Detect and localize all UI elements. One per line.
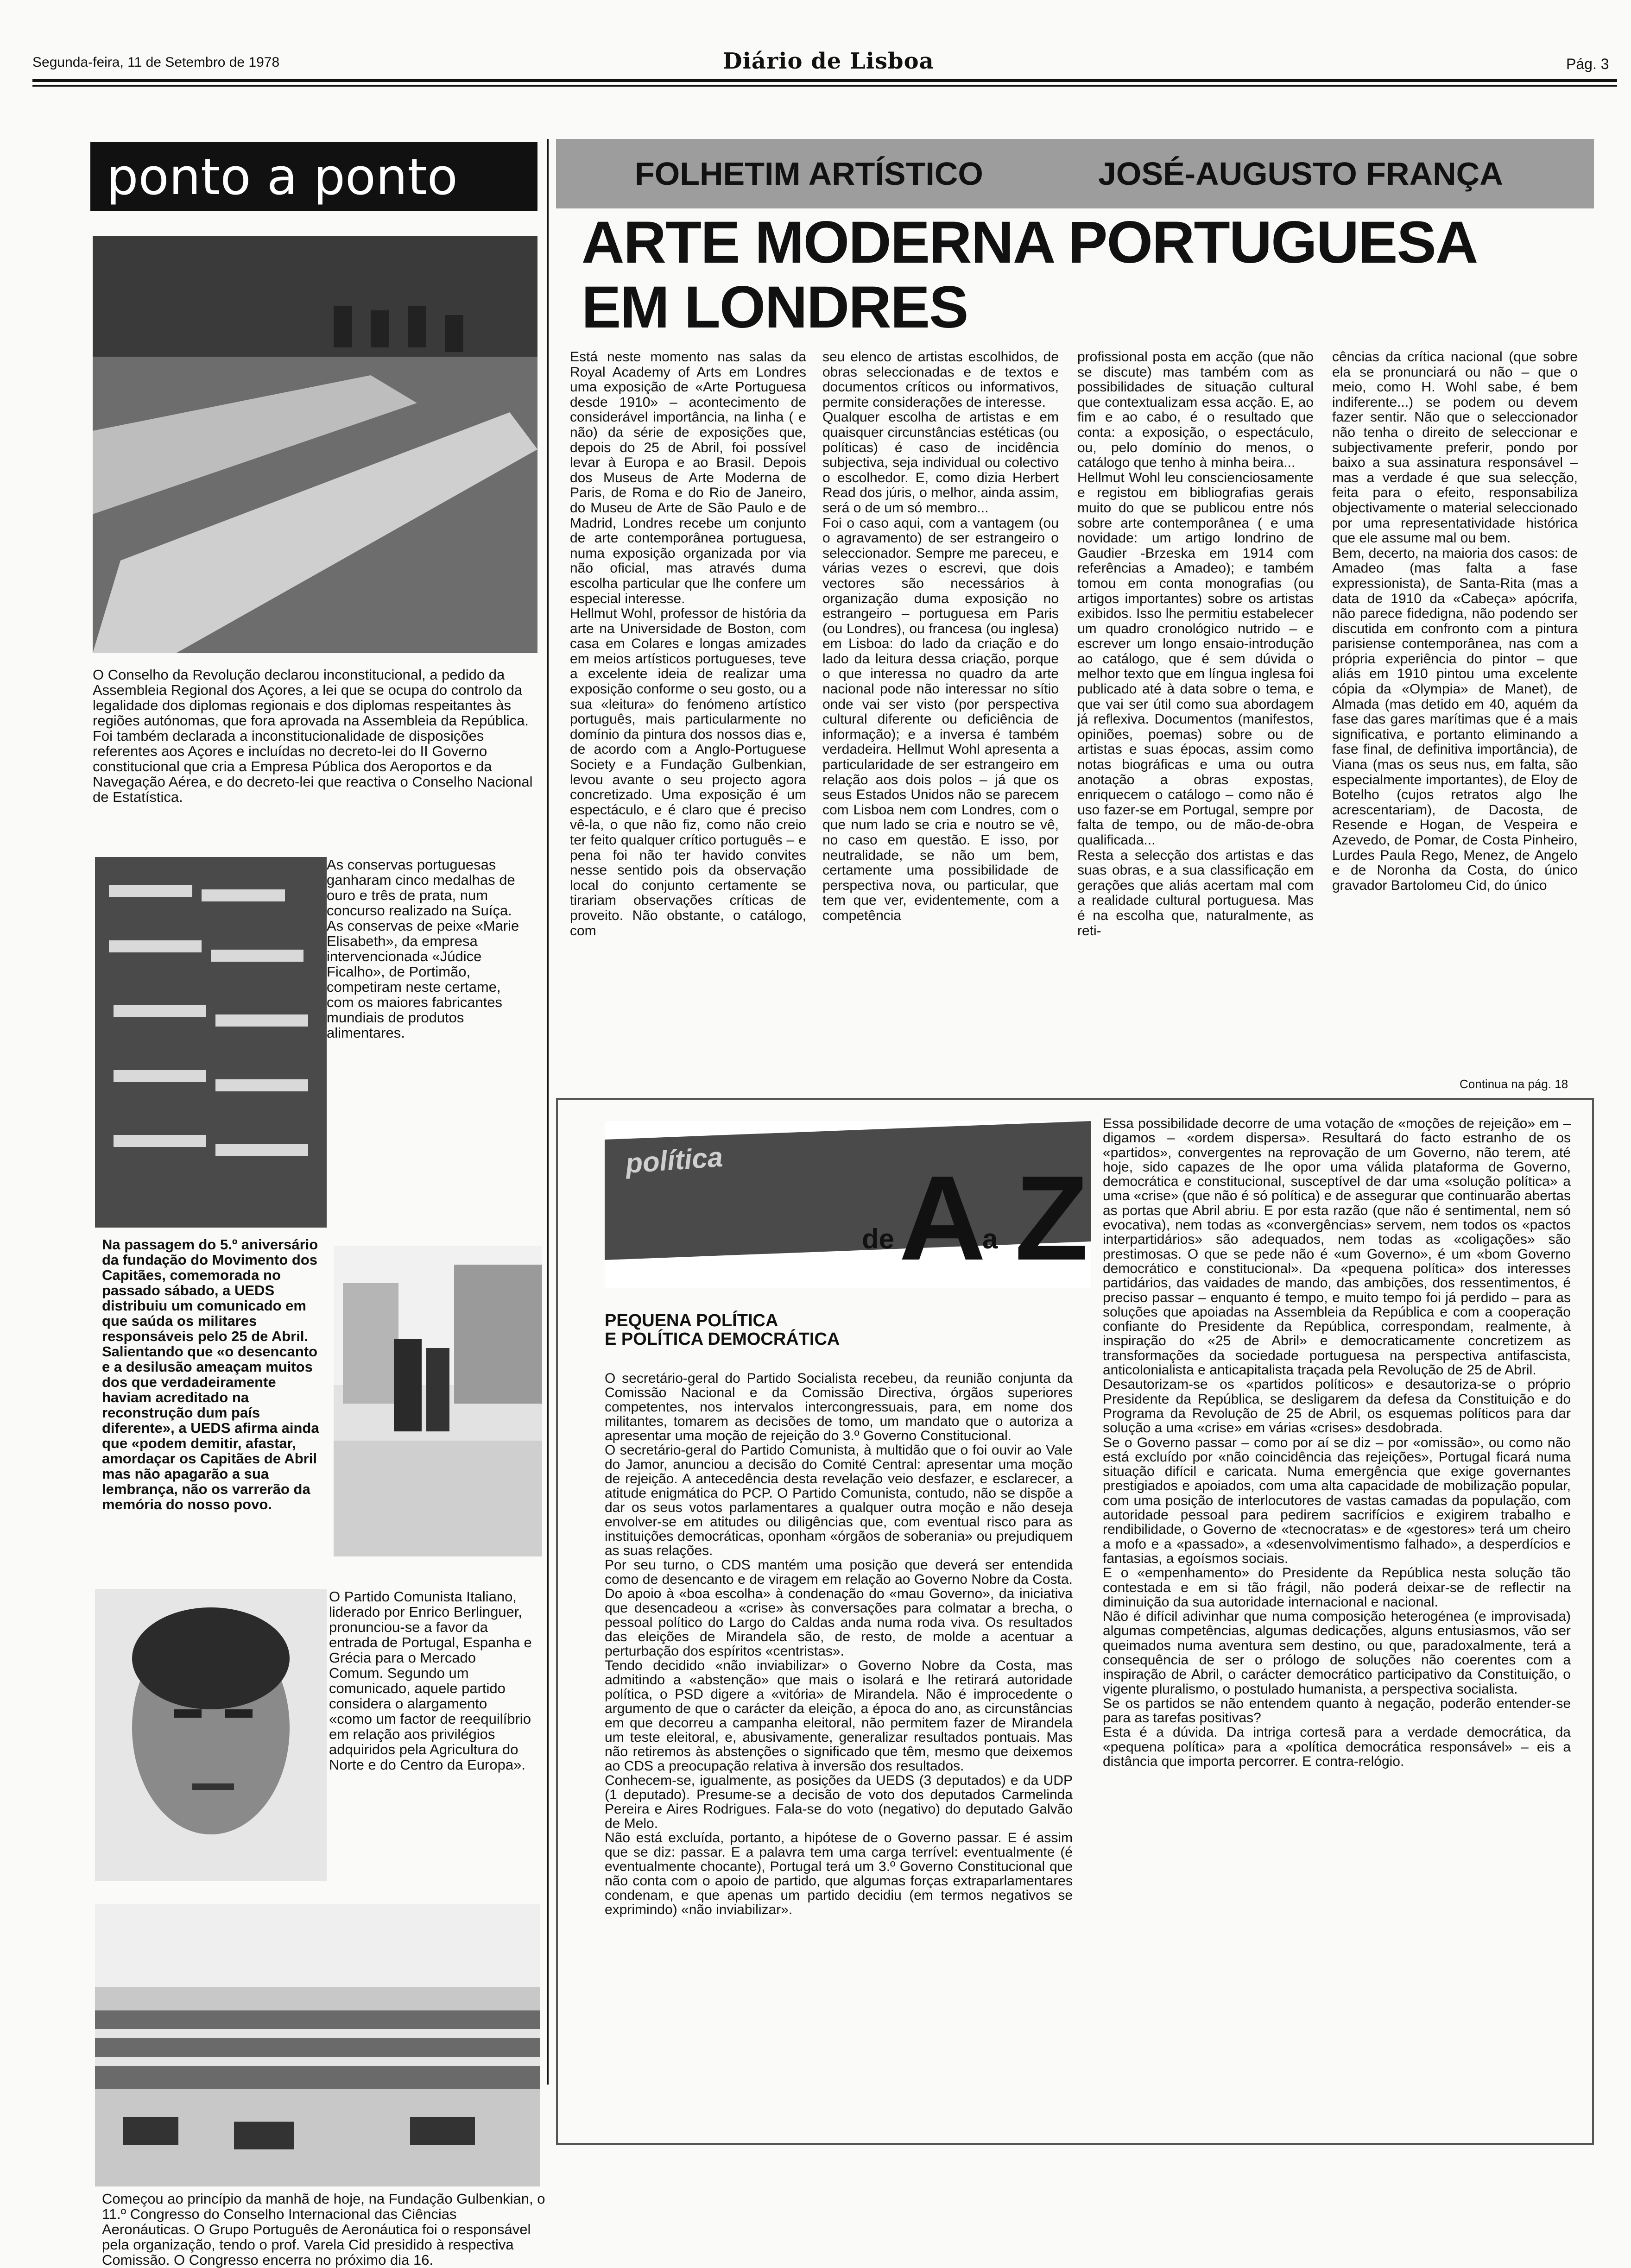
item-conservas: As conservas portuguesas ganharam cinco medalhas de ouro e três de prata, num concurso realizado na Suíça. As conservas de peixe «Marie Elisabeth», da empresa intervencionada «Júdice Ficalho», de Portimão, competiram neste certame, com os maiores fabricantes mundiais de produtos alimentares. <box>327 857 519 1041</box>
article-column-4: cências da crítica nacional (que sobre ela se pronunciará ou não – que o meio, como H. Wohl sabe, é bem indiferente...) se podem ou devem fazer sentir. Não que o seleccionador não tenha o direito de seleccionar e subjectivamente preferir, pondo por baixo a sua assinatura responsável – mas a verdade é que sua selecção, feita para o efeito, responsabiliza objectivamente o material seleccionado por uma representatividade histórica que ele assume mal ou bem. Bem, decerto, na maioria dos casos: de Amadeo (mas falta a fase expressionista), de Santa-Rita (mas a data de 1910 da «Cabeça» apócrifa, não parece fidedigna, não podendo ser discutida em confronto com a pintura parisiense contemporânea, nas com a própria experiência do pintor – que aliás em 1910 pintou uma excelente cópia da «Olympia» de Manet), de Almada (mas detido em 40, aquém da fase das gares marítimas que é a mais significativa, e portanto eliminando a fase final, de definitiva importância), de Viana (mas os seus nus, em falta, são especialmente importantes), de Eloy de Botelho (cujos retratos algo lhe acrescentariam), de Dacosta, de Resende e Hogan, de Vespeira e Azevedo, de Pomar, de Costa Pinheiro, Lurdes Paula Rego, Menez, de Angelo e de Noronha da Costa, do único gravador Bartolomeu Cid, do único <box>1332 349 1578 893</box>
header-rule-thin <box>32 85 1617 87</box>
column-divider <box>547 139 549 2085</box>
photo-captains-street <box>334 1246 542 1556</box>
article-column-3: profissional posta em acção (que não se discute) mas também com as possibilidades de situação cultural que contextualizam essa acção. E, ao fim e ao cabo, é o resultado que conta: a exposição, o espectáculo, ou, pelo domínio do menos, o catálogo que tenho à minha beira... Hellmut Wohl leu conscienciosamente e registou em bibliografias gerais muito do que se publicou entre nós sobre arte contemporânea ( e uma novidade: um artigo londrino de Gaudier -Brzeska em 1914 com referências a Amadeo); e também tomou em conta monografias (ou artigos importantes) sobre os artistas exibidos. Isso lhe permitiu estabelecer um quadro cronológico nutrido – e escrever um longo ensaio-introdução ao catálogo, que é sem dúvida o melhor texto que em língua inglesa foi publicado até à data sobre o tema, e que vai ser útil como sua abordagem já reflexiva. Documentos (manifestos, opiniões, poemas) sobre ou de artistas e suas épocas, assim como notas biográficas e uma ou outra anotação a obras expostas, enriquecem o catálogo – como não é uso fazer-se em Portugal, sempre por falta de tempo, ou de mão-de-obra qualificada... Resta a selecção dos artistas e das suas obras, e a sua classificação em gerações que aliás acertam mal com a realidade cultural portuguesa. Mas é na escolha que, naturalmente, as reti- <box>1077 349 1314 939</box>
folhetim-author: JOSÉ-AUGUSTO FRANÇA <box>1098 156 1503 192</box>
ponto-a-ponto-title: ponto a ponto <box>107 148 458 206</box>
item-pci: O Partido Comunista Italiano, liderado por Enrico Berlinguer, pronunciou-se a favor da entrada de Portugal, Espanha e Grécia para o Mercado Comum. Segundo um comunicado, aquele partido considera o alargamento «como um factor de reequilíbrio em relação aos privilégios adquiridos pela Agricultura do Norte e do Centro da Europa». <box>329 1588 532 1773</box>
ponto-a-ponto-column <box>88 139 551 2268</box>
banner-word: política <box>624 1141 724 1179</box>
politica-headline-2: E POLÍTICA DEMOCRÁTICA <box>605 1329 840 1349</box>
article-title-line1: ARTE MODERNA PORTUGUESA <box>582 209 1478 276</box>
photo-canned-fish <box>95 857 327 1228</box>
banner-letter-a: A <box>899 1151 986 1285</box>
photo-gulbenkian <box>95 1904 540 2186</box>
politica-headline-1: PEQUENA POLÍTICA <box>605 1311 778 1330</box>
header-date: Segunda-feira, 11 de Setembro de 1978 <box>32 55 280 70</box>
item-ueds: Na passagem do 5.º aniversário da fundação do Movimento dos Capitães, comemorada no passado sábado, a UEDS distribuiu um comunicado em que saúda os militares responsáveis pelo 25 de Abril. Salientando que «o desencanto e a desilusão ameaçam muitos dos que verdadeiramente haviam acreditado na reconstrução dum país diferente», a UEDS afirma ainda que «podem demitir, afastar, amordaçar os Capitães de Abril mas não apagarão a sua lembrança, não os varrerão da memória do nosso povo. <box>102 1236 319 1512</box>
politica-right-column: Essa possibilidade decorre de uma votação de «moções de rejeição» em – digamos – «ordem dispersa». Resultará do facto estranho de os «partidos», convergentes na reprovação de um Governo, não terem, até hoje, sido capazes de lhe opor uma válida plataforma de Governo, democrática e constitucional, susceptível de dar uma «solução política» a uma «crise» (que não é só política) e de assegurar que continuarão abertas as portas que Abril abriu. E por esta razão (que não é sentimental, nem só evocativa), nem todas as «convergências» servem, nem todos os «pactos interpartidários» são adequados, nem todas as «coligações» são prestimosas. O que se pede não é «um Governo», é um «bom Governo democrático e constitucional». Da «pequena política» dos interesses partidários, das vaidades de mando, das ambições, dos ressentimentos, é preciso passar – enquanto é tempo, e muito tempo foi já perdido – para as soluções que apoiadas na Assembleia da República e com a cooperação confiante do Presidente da República, correspondam, realmente, à inspiração do «25 de Abril» e democraticamente concretizem as transformações da sociedade portuguesa na perspectiva antifascista, anticolonialista e anticapitalista traçada pela Revolução de 25 de Abril. Desautorizam-se os «partidos políticos» e desautoriza-se o próprio Presidente da República, se desligarem da defesa da Constituição e do Programa da Revolução de 25 de Abril, os esquemas políticos para dar solução a uma «crise» em várias «crises» desdobrada. Se o Governo passar – como por aí se diz – por «omissão», ou como não está excluído por «não coincidência das rejeições», Portugal ficará numa situação difícil e caricata. Numa emergência que exige governantes prestigiados e apoiados, com uma alta capacidade de mobilização popular, com uma posição de interlocutores de vastas camadas da população, com autoridade pessoal para pedirem sacrifícios e exigirem trabalho e rendibilidade, o Governo de «tecnocratas» e de «gestores» terá um cheiro a mofo e a «passado», a «desenvolvimentismo falhado», a desperdícios e fantasias, a egoísmos sociais. E o «empenhamento» do Presidente da República nesta solução tão contestada e em si tão frágil, não poderá deixar-se de reflectir na diminuição da sua autoridade internacional e nacional. Não é difícil adivinhar que numa composição heterogénea (e improvisada) algumas competências, algumas dedicações, alguns entusiasmos, vão ser queimados numa aventura sem destino, ou que, paradoxalmente, terá a consequência de ser o prólogo de soluções não coerentes com a inspiração de Abril, o carácter democrático participativo da Constituição, o vigente pluralismo, o postulado humanista, a perspectiva socialista. Se os partidos se não entendem quanto à negação, poderão entender-se para as tarefas positivas? Esta é a dúvida. Da intriga cortesã para a verdade democrática, da «pequena política» para a «política democrática responsável» – eis a distância que importa percorrer. E contra-relógio. <box>1103 1116 1571 1770</box>
banner-small-a: a <box>982 1223 998 1254</box>
article-column-2: seu elenco de artistas escolhidos, de obras seleccionadas e de textos e documentos críticos ou informativos, permite considerações de interesse. Qualquer escolha de artistas e em quaisquer circunstâncias estéticas (ou políticas) é caso de incidência subjectiva, seja individual ou colectivo o escolhedor. E, como dizia Herbert Read dos júris, o melhor, ainda assim, será o de um só membro... Foi o caso aqui, com a vantagem (ou o agravamento) de ser estrangeiro o seleccionador. Sempre me pareceu, e várias vezes o escrevi, que dois vectores são necessários à organização duma exposição no estrangeiro – portuguesa em Paris (ou Londres), ou francesa (ou inglesa) em Lisboa: do lado da criação e do lado da leitura dessa criação, porque o que interessa no quadro da arte nacional pode não interessar no sítio onde vai ser visto (por perspectiva cultural diferente ou deficiência de informação); e a inversa é também verdadeira. Hellmut Wohl apresenta a particularidade de ser estrangeiro em relação aos dois polos – já que os seus Estados Unidos não se parecem com Lisboa nem com Londres, com o que num lado se cria e noutro se vê, no caso em questão. E isso, por neutralidade, se não um bem, certamente uma possibilidade de perspectiva nova, ou particular, que tem que ver, evidentemente, com a competência <box>822 349 1059 923</box>
article-title-line2: EM LONDRES <box>582 274 968 340</box>
photo-council-meeting <box>93 236 537 653</box>
folhetim-section-label: FOLHETIM ARTÍSTICO <box>635 156 983 192</box>
item-gulbenkian: Começou ao princípio da manhã de hoje, na Fundação Gulbenkian, o 11.º Congresso do Conselho Internacional das Ciências Aeronáuticas. O Grupo Português de Aeronáutica foi o responsável pela organização, tendo o prof. Varela Cid presidido à respectiva Comissão. O Congresso encerra no próximo dia 16. <box>102 2191 545 2268</box>
header-rule <box>32 79 1617 82</box>
item-conselho-revolucao: O Conselho da Revolução declarou inconstitucional, a pedido da Assembleia Regional dos Açores, a lei que se ocupa do controlo da legalidade dos diplomas regionais e dos diplomas respeitantes às regiões autónomas, que fora aprovada na Assembleia da República. Foi também declarada a inconstitucionalidade de disposições referentes aos Açores e incluídas no decreto-lei do II Governo constitucional que cria a Empresa Pública dos Aeroportos e da Navegação Aérea, e do decreto-lei que reactiva o Conselho Nacional de Estatística. <box>93 667 533 805</box>
photo-berlinguer <box>95 1589 327 1881</box>
banner-letter-z: Z <box>1015 1151 1088 1285</box>
page-number: Pág. 3 <box>1566 56 1609 72</box>
continue-note: Continua na pág. 18 <box>1460 1077 1568 1091</box>
masthead: Diário de Lisboa <box>723 48 934 74</box>
banner-de: de <box>862 1223 895 1254</box>
politica-left-column: O secretário-geral do Partido Socialista recebeu, da reunião conjunta da Comissão Nacional e da Comissão Directiva, órgãos superiores competentes, nos intervalos intercongressuais, para, em nome dos militantes, tomarem as decisões de tomo, um mandato que o autoriza a apresentar uma moção de rejeição do 3.º Governo Constitucional. O secretário-geral do Partido Comunista, à multidão que o foi ouvir ao Vale do Jamor, anunciou a decisão do Comité Central: apresentar uma moção de rejeição. A antecedência desta revelação veio desfazer, e esclarecer, a atitude enigmática do PCP. O Partido Comunista, contudo, não se dispõe a dar os seus votos parlamentares a qualquer outra moção e não deseja envolver-se em atitudes ou diligências que, com eventual risco para as instituições democráticas, oponham «órgãos de soberania» ou prejudiquem as suas relações. Por seu turno, o CDS mantém uma posição que deverá ser entendida como de desencanto e de viragem em relação ao Governo Nobre da Costa. Do apoio à «boa escolha» à condenação do «mau Governo», da iniciativa que desencadeou a «crise» às conversações para colmatar a brecha, o pessoal político do Largo do Caldas anda numa roda viva. Os resultados das eleições de Mirandela são, de resto, de molde a acentuar a perturbação dos espíritos «centristas». Tendo decidido «não inviabilizar» o Governo Nobre da Costa, mas admitindo a «abstenção» que mais o isolará e lhe retirará autoridade política, o PSD digere a «vitória» de Mirandela. Não é improcedente o argumento de que o carácter da eleição, a época do ano, as circunstâncias em que decorreu a campanha eleitoral, não permitem fazer de Mirandela um teste eleitoral, e, abusivamente, generalizar resultados pontuais. Mas não retiremos às abstenções o significado que têm, mesmo que deixemos ao CDS a preocupação relativa à inversão dos resultados. Conhecem-se, igualmente, as posições da UEDS (3 deputados) e da UDP (1 deputado). Presume-se a decisão de voto dos deputados Carmelinda Pereira e Aires Rodrigues. Fala-se do voto (negativo) do deputado Galvão de Melo. Não está excluída, portanto, a hipótese de o Governo passar. E é assim que se diz: passar. E a palavra tem uma carga terrível: eventualmente (é eventualmente chocante), Portugal terá um 3.º Governo Constitucional que não conta com o apoio de partido, que algumas forças extraparlamentares condenam, e que apenas um partido decidiu (em termos negativos se exprimindo) «não inviabilizar». <box>605 1371 1073 1917</box>
article-column-1: Está neste momento nas salas da Royal Academy of Arts em Londres uma exposição de «Arte Portuguesa desde 1910» – acontecimento de considerável importância, na linha ( e não) da série de exposições que, depois do 25 de Abril, foi possível levar à Europa e ao Brasil. Depois dos Museus de Arte Moderna de Paris, de Roma e do Rio de Janeiro, do Museu de Arte de São Paulo e de Madrid, Londres recebe um conjunto de arte contemporânea portuguesa, numa exposição organizada por via não oficial, mas através duma escolha particular que lhe confere um especial interesse. Hellmut Wohl, professor de história da arte na Universidade de Boston, com casa em Colares e longas amizades em meios artísticos portugueses, teve a excelente ideia de realizar uma exposição conforme o seu gosto, ou a sua «leitura» do fenómeno artístico português, mais particularmente no domínio da pintura dos nossos dias e, de acordo com a Anglo-Portuguese Society e a Fundação Gulbenkian, levou avante o seu projecto agora concretizado. Uma exposição é um espectáculo, e é claro que é preciso vê-la, o que não fiz, como não creio ter feito qualquer crítico português – e pena foi não ter havido convites nesse sentido pois da observação local do conjunto certamente se tirariam observações críticas de proveito. Não obstante, o catálogo, com <box>570 349 806 939</box>
